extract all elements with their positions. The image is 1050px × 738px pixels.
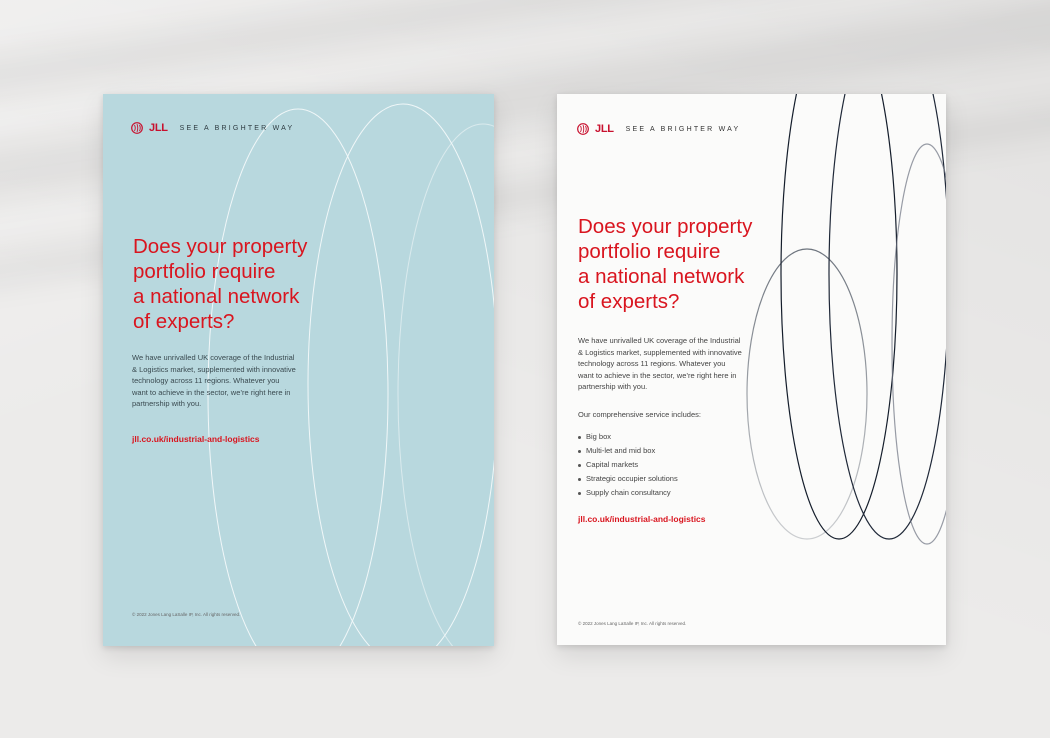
logo-wordmark: JLL [149, 122, 168, 134]
body-line: want to achieve in the sector, we’re right here in [578, 370, 737, 380]
website-link[interactable]: jll.co.uk/industrial-and-logistics [132, 434, 260, 444]
list-item: Multi-let and mid box [578, 444, 678, 458]
body-line: partnership with you. [578, 382, 648, 391]
headline-line: portfolio require [133, 260, 276, 283]
headline-line: a national network [133, 285, 300, 308]
logo [131, 122, 294, 134]
headline-line: Does your property [578, 215, 753, 238]
headline [578, 214, 808, 314]
body-text [132, 352, 307, 410]
copyright: © 2022 Jones Lang LaSalle IP, Inc. All rights reserved. [578, 621, 687, 626]
list-item: Capital markets [578, 458, 678, 472]
blue-flyer [103, 94, 494, 646]
tagline: SEE A BRIGHTER WAY [625, 125, 741, 133]
copyright: © 2022 Jones Lang LaSalle IP, Inc. All rights reserved. [132, 612, 241, 617]
logo-wordmark: JLL [595, 123, 614, 135]
white-flyer [557, 94, 946, 645]
body-line: & Logistics market, supplemented with innovative [132, 364, 296, 374]
headline-line: portfolio require [578, 240, 721, 263]
services-intro: Our comprehensive service includes: [578, 410, 701, 419]
headline-line: Does your property [133, 235, 308, 258]
services-list [578, 430, 678, 500]
list-item: Strategic occupier solutions [578, 472, 678, 486]
body-line: & Logistics market, supplemented with innovative [578, 347, 742, 357]
list-item: Big box [578, 430, 678, 444]
jll-logo-icon [577, 123, 589, 135]
body-text [578, 335, 753, 393]
jll-logo-icon [131, 122, 143, 134]
body-line: technology across 11 regions. Whatever you [578, 359, 726, 368]
body-line: want to achieve in the sector, we’re right here in [132, 387, 291, 397]
body-line: technology across 11 regions. Whatever you [132, 376, 280, 385]
list-item: Supply chain consultancy [578, 486, 678, 500]
body-line: We have unrivalled UK coverage of the Industrial [132, 353, 295, 362]
headline-line: of experts? [133, 310, 235, 333]
tagline: SEE A BRIGHTER WAY [179, 124, 295, 132]
logo [577, 123, 740, 135]
headline-line: of experts? [578, 290, 680, 313]
headline-line: a national network [578, 265, 745, 288]
body-line: partnership with you. [132, 399, 202, 408]
body-line: We have unrivalled UK coverage of the Industrial [578, 336, 741, 345]
headline [133, 234, 363, 334]
website-link[interactable]: jll.co.uk/industrial-and-logistics [578, 514, 706, 524]
